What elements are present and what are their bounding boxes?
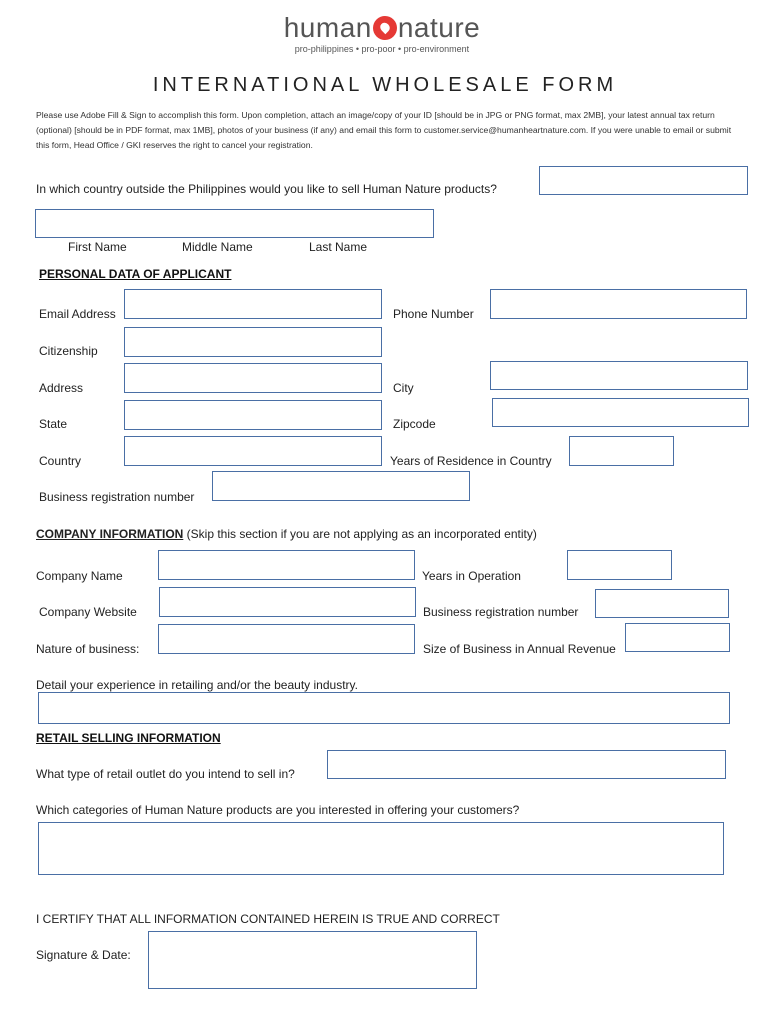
middle-name-label: Middle Name <box>182 240 253 254</box>
business-size-label: Size of Business in Annual Revenue <box>423 642 616 656</box>
address-field[interactable] <box>124 363 382 393</box>
retail-outlet-field[interactable] <box>327 750 726 779</box>
company-info-title: COMPANY INFORMATION <box>36 527 184 541</box>
retail-selling-heading: RETAIL SELLING INFORMATION <box>36 731 221 745</box>
country-question-label: In which country outside the Philippines would you like to sell Human Nature products? <box>36 182 497 196</box>
email-label: Email Address <box>39 307 116 321</box>
personal-data-heading: PERSONAL DATA OF APPLICANT <box>39 267 232 281</box>
signature-date-label: Signature & Date: <box>36 948 131 962</box>
signature-date-field[interactable] <box>148 931 477 989</box>
business-size-field[interactable] <box>625 623 730 652</box>
target-country-field[interactable] <box>539 166 748 195</box>
logo-brand-right: nature <box>397 12 481 43</box>
first-name-label: First Name <box>68 240 127 254</box>
zipcode-field[interactable] <box>492 398 749 427</box>
page-title: INTERNATIONAL WHOLESALE FORM <box>152 74 618 96</box>
logo-tagline: pro-philippines • pro-poor • pro-environment <box>294 44 470 54</box>
full-name-field[interactable] <box>35 209 434 238</box>
state-label: State <box>39 417 68 431</box>
personal-business-reg-label: Business registration number <box>39 490 195 504</box>
citizenship-label: Citizenship <box>39 344 98 358</box>
experience-field[interactable] <box>38 692 730 724</box>
company-business-reg-field[interactable] <box>595 589 729 618</box>
phone-field[interactable] <box>490 289 747 319</box>
retail-outlet-label: What type of retail outlet do you intend to sell in? <box>36 767 295 781</box>
personal-business-reg-field[interactable] <box>212 471 470 501</box>
country-label: Country <box>39 454 82 468</box>
citizenship-field[interactable] <box>124 327 382 357</box>
company-business-reg-label: Business registration number <box>423 605 579 619</box>
heart-icon <box>373 16 397 40</box>
nature-business-label: Nature of business: <box>36 642 140 656</box>
phone-label: Phone Number <box>393 307 474 321</box>
brand-logo <box>272 10 492 62</box>
instructions-text: Please use Adobe Fill & Sign to accomplish this form. Upon completion, attach an image/copy of your ID [should be in JPG or PNG format, max 2MB], your latest annual tax return (optional) [should be in PDF format, max 1MB], photos of your business (if any) and email this form to customer.service@humanheartnature.com. If you were unable to email or submit this form, Head Office / GKI reserves the right to cancel your registration. <box>36 110 732 150</box>
state-field[interactable] <box>124 400 382 430</box>
company-info-note: (Skip this section if you are not applying as an incorporated entity) <box>183 527 537 541</box>
product-categories-field[interactable] <box>38 822 724 875</box>
email-field[interactable] <box>124 289 382 319</box>
certify-statement: I CERTIFY THAT ALL INFORMATION CONTAINED HEREIN IS TRUE AND CORRECT <box>36 912 500 926</box>
years-operation-field[interactable] <box>567 550 672 580</box>
zipcode-label: Zipcode <box>393 417 436 431</box>
years-residence-label: Years of Residence in Country <box>390 454 552 468</box>
company-name-label: Company Name <box>36 569 123 583</box>
years-residence-field[interactable] <box>569 436 674 466</box>
city-label: City <box>393 381 414 395</box>
last-name-label: Last Name <box>309 240 368 254</box>
city-field[interactable] <box>490 361 748 390</box>
product-categories-label: Which categories of Human Nature products are you interested in offering your customers? <box>36 803 520 817</box>
company-info-heading <box>36 527 537 541</box>
years-operation-label: Years in Operation <box>422 569 521 583</box>
logo-brand-left: human <box>283 12 372 43</box>
country-field[interactable] <box>124 436 382 466</box>
company-name-field[interactable] <box>158 550 415 580</box>
nature-business-field[interactable] <box>158 624 415 654</box>
company-website-label: Company Website <box>39 605 137 619</box>
experience-label: Detail your experience in retailing and/or the beauty industry. <box>36 678 358 692</box>
company-website-field[interactable] <box>159 587 416 617</box>
address-label: Address <box>39 381 84 395</box>
